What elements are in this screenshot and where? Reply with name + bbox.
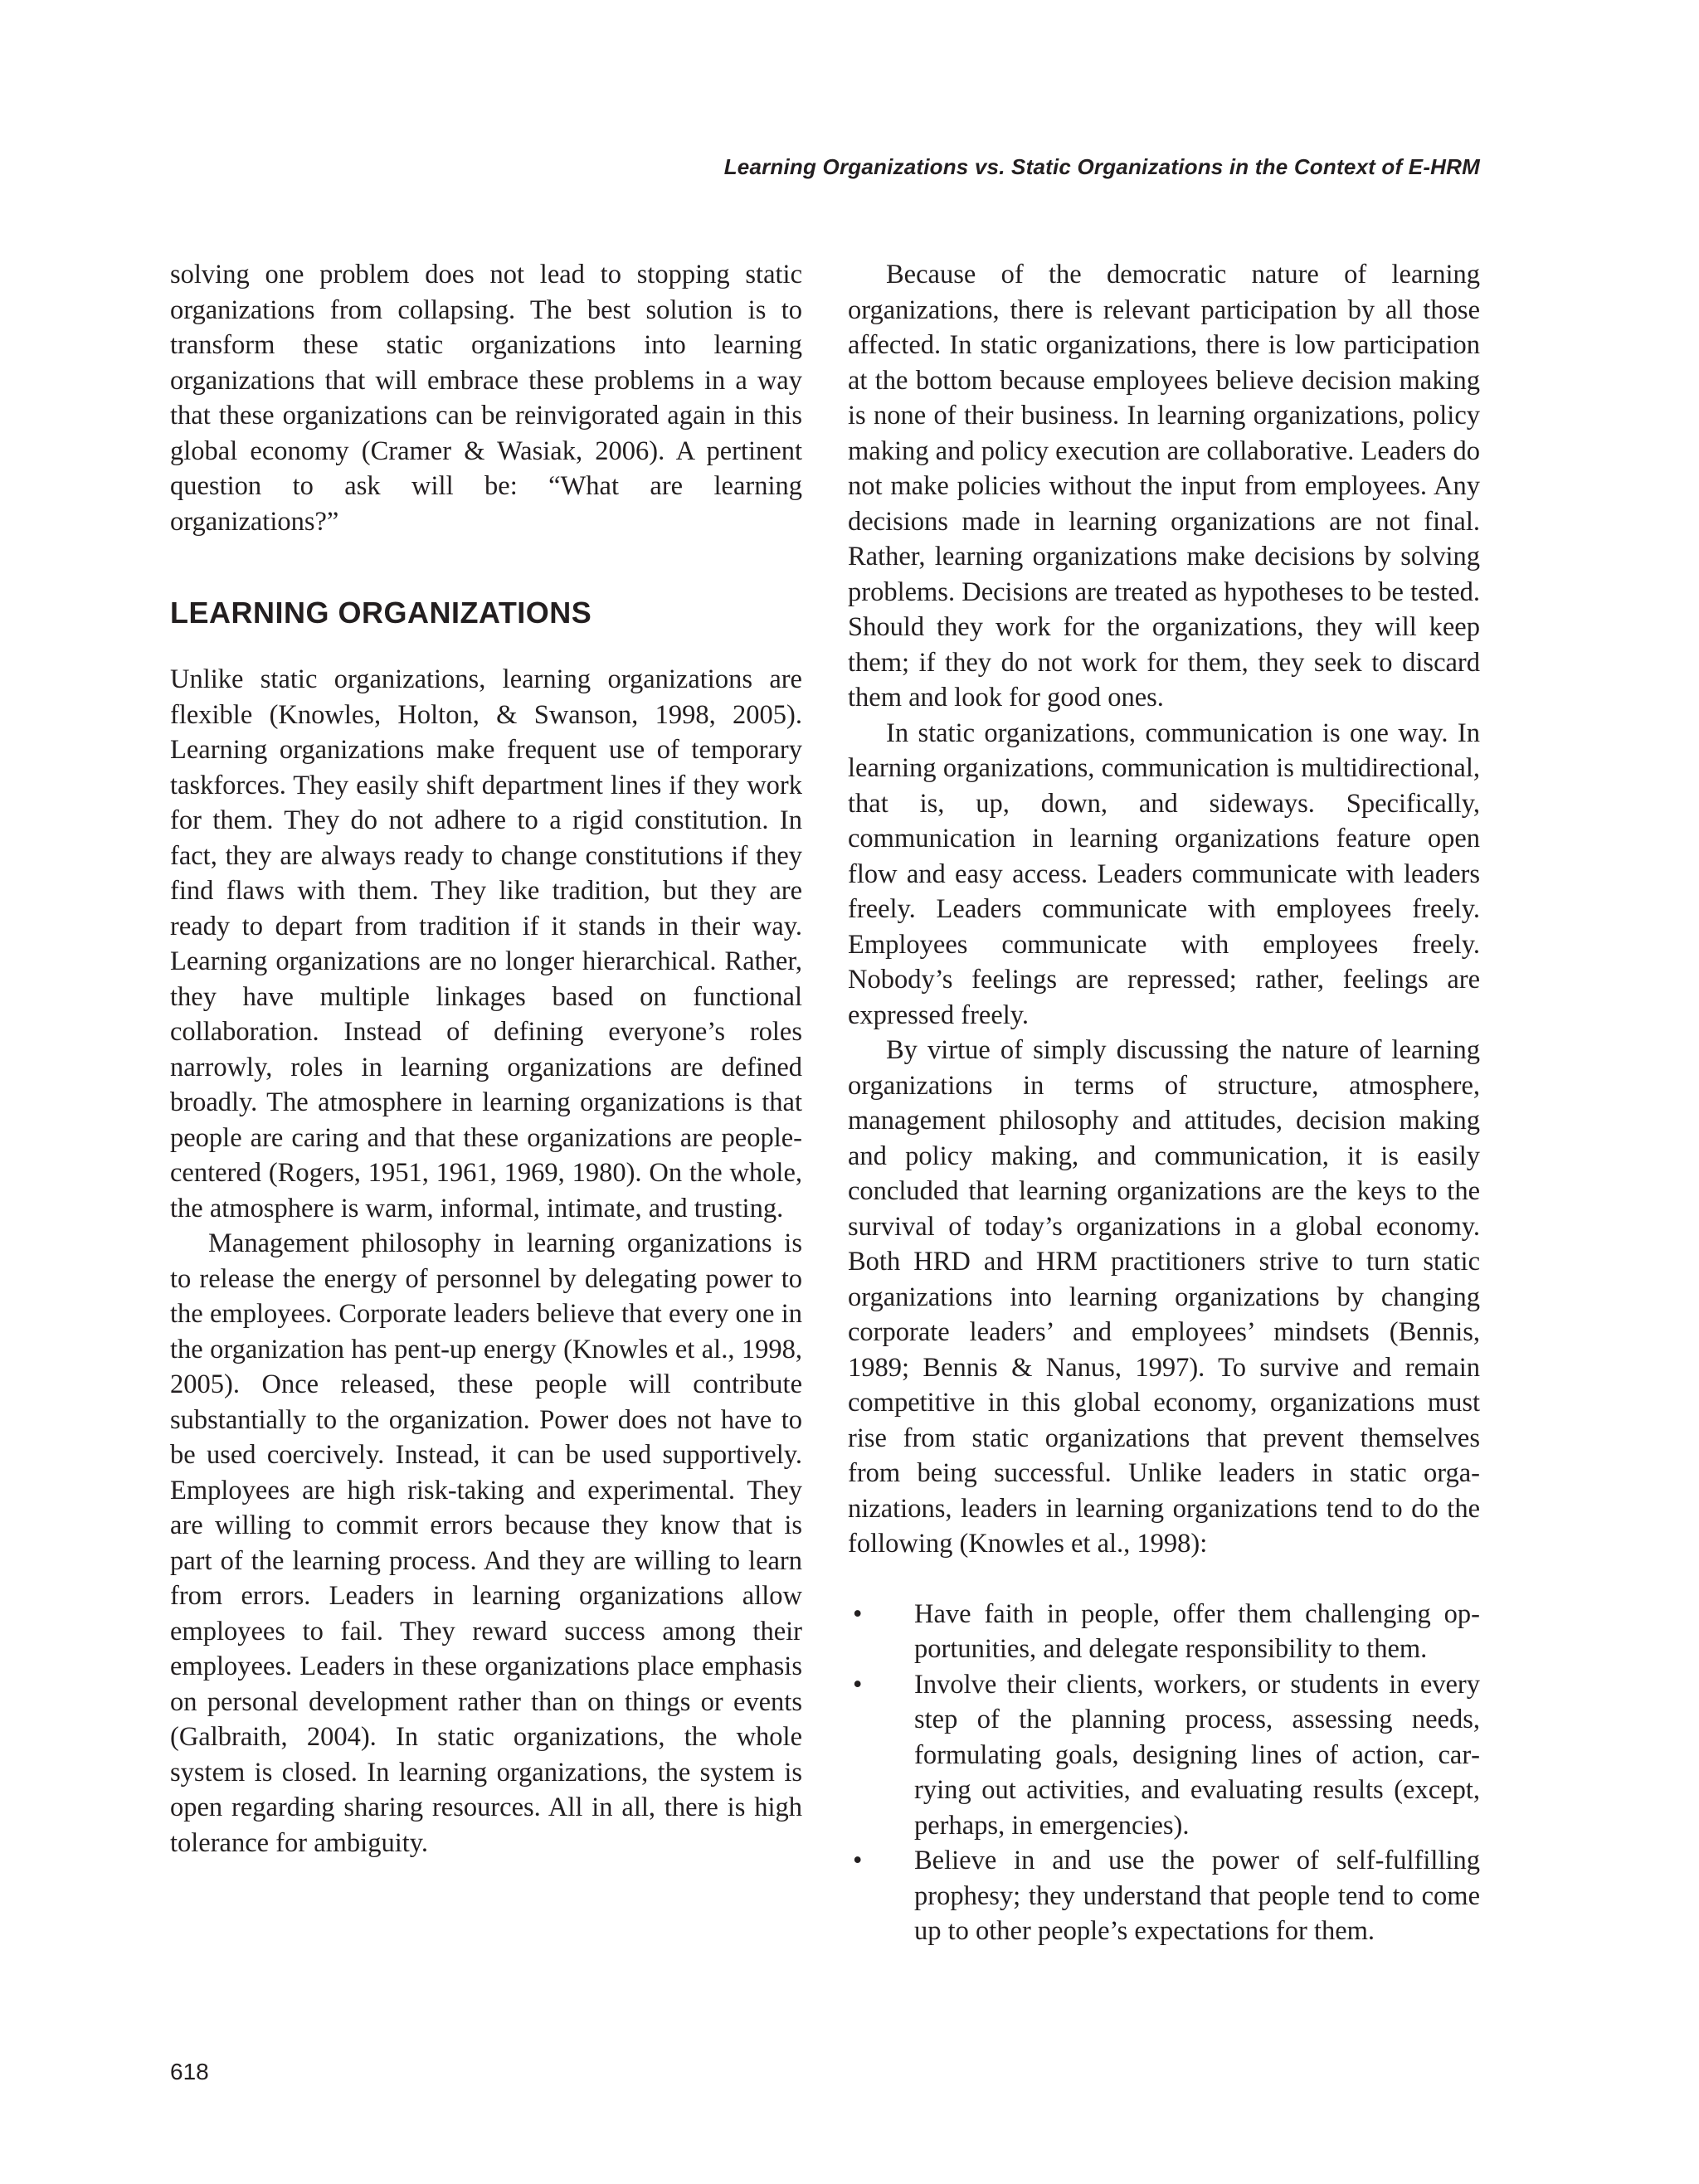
list-item (848, 1597, 1480, 1667)
bullet-icon: • (853, 1598, 863, 1629)
running-header: Learning Organizations vs. Static Organizations in the Context of E-HRM (723, 154, 1480, 179)
list-item-text: Involve their clients, workers, or students in every step of the planning process, assessing needs, formulating goals, designing lines of action, carrying out activities, and evaluating results (except, perhaps, in emergencies). (914, 1669, 1480, 1841)
bullet-icon: • (853, 1669, 863, 1700)
page-number: 618 (170, 2059, 209, 2084)
list-item-text: Believe in and use the power of self-fulfilling prophesy; they understand that people tend to come up to other people’s expectations for them. (914, 1846, 1480, 1946)
paragraph-continued: solving one problem does not lead to stopping static organizations from collapsing. The best solution is to transform these static organizations into learning organizations that will embrace these problems in a way that these organizations can be reinvigorated again in this global economy (Cramer & Wasiak, 2006). A pertinent question to ask will be: “What are learning organizations?” (170, 260, 802, 537)
paragraph: Unlike static organizations, learning organizations are flexible (Knowles, Holton, & Swanson, 1998, 2005). Learning organizations make frequent use of temporary taskforces. They easily shift department lines if they work for them. They do not adhere to a rigid constitution. In fact, they are always ready to change constitutions if they find flaws with them. They like tradition, but they are ready to depart from tradition if it stands in their way. Learning organizations are no longer hierarchical. Rather, they have multiple linkages based on functional collaboration. Instead of defining everyone’s roles narrowly, roles in learning organizations are defined broadly. The atmosphere in learning organizations is that people are caring and that these organizations are people-centered (Rogers, 1951, 1961, 1969, 1980). On the whole, the atmosphere is warm, informal, intimate, and trusting. (170, 664, 802, 1223)
paragraph: By virtue of simply discussing the nature of learning organizations in terms of structure, atmosphere, management philosophy and attitudes, decision making and policy making, and communication, it is easily concluded that learning organizations are the keys to the survival of today’s organizations in a global economy. Both HRD and HRM practitioners strive to turn static organizations into learning organizations by changing corporate leaders’ and employees’ mindsets (Bennis, 1989; Bennis & Nanus, 1997). To survive and remain competitive in this global economy, organizations must rise from static organizations that prevent themselves from being successful. Unlike leaders in static organizations, leaders in learning organizations tend to do the following (Knowles et al., 1998): (848, 1035, 1480, 1559)
left-column (170, 257, 802, 1861)
bullet-icon: • (853, 1846, 863, 1875)
list-item-text: Have faith in people, offer them challenging opportunities, and delegate responsibility to them. (914, 1598, 1480, 1664)
paragraph: Because of the democratic nature of learning organizations, there is relevant participation by all those affected. In static organizations, there is low participation at the bottom because employees believe decision making is none of their business. In learning organizations, policy making and policy execution are collaborative. Leaders do not make policies without the input from employees. Any decisions made in learning organizations are not final. Rather, learning organizations make decisions by solving problems. Decisions are treated as hypotheses to be tested. Should they work for the organizations, they will keep them; if they do not work for them, they seek to discard them and look for good ones. (848, 260, 1480, 713)
right-column (848, 257, 1480, 1949)
list-item (848, 1667, 1480, 1844)
list-item (848, 1843, 1480, 1949)
bullet-list (848, 1597, 1480, 1949)
paragraph: Management philosophy in learning organizations is to release the energy of personnel by delegating power to the employees. Corporate leaders believe that every one in the organization has pent-up energy (Knowles et al., 1998, 2005). Once released, these people will contribute substantially to the organization. Power does not have to be used coercively. Instead, it can be used supportively. Employees are high risk-taking and experimental. They are willing to commit errors because they know that is part of the learning process. And they are willing to learn from errors. Leaders in learning organizations allow employees to fail. They reward success among their employees. Leaders in these organizations place emphasis on personal development rather than on things or events (Galbraith, 2004). In static organizations, the whole system is closed. In learning organizations, the system is open regarding sharing resources. All in all, there is high tolerance for ambiguity. (170, 1228, 802, 1858)
paragraph: In static organizations, communication is one way. In learning organizations, communication is multidirectional, that is, up, down, and sideways. Specifically, communication in learning organizations feature open flow and easy access. Leaders communicate with leaders freely. Leaders communicate with employees freely. Employees communicate with employees freely. Nobody’s feelings are repressed; rather, feelings are expressed freely. (848, 717, 1480, 1030)
section-heading: LEARNING ORGANIZATIONS (170, 596, 592, 630)
